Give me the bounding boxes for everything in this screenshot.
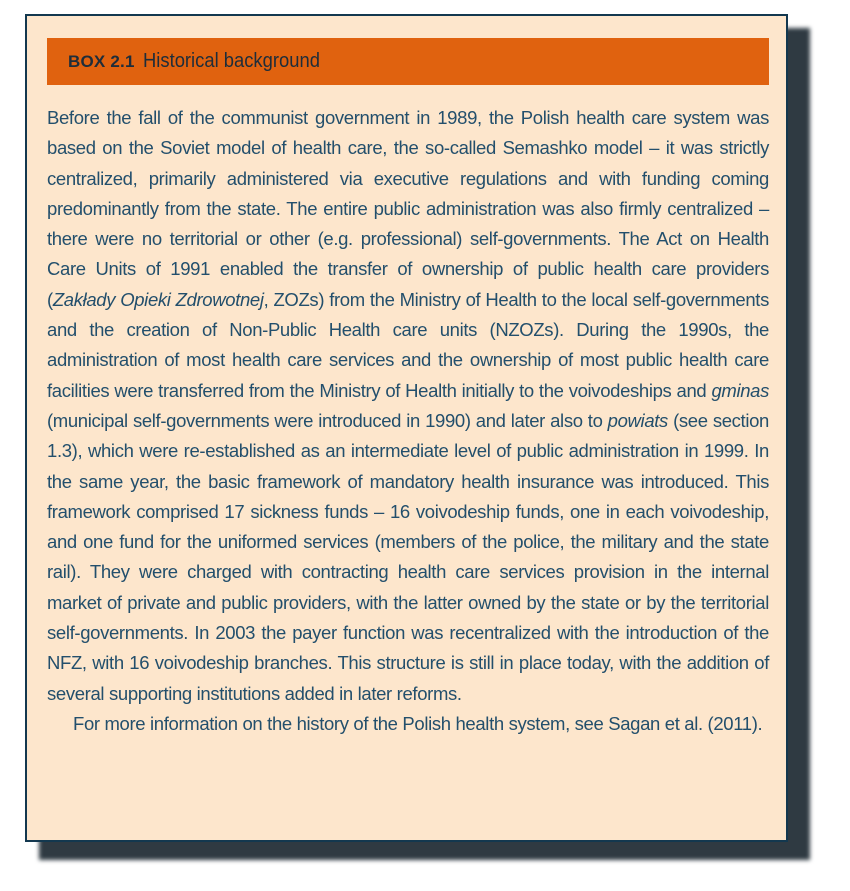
paragraph-history-part-2: , ZOZs) from the Ministry of Health to the local self-governments and the creation of Non-Public Health care units (NZOZs). During the 1990s, the administration of most health care services and the ownership of most public health care facilities were transferred from the Ministry of Health initially to the voivodeships and [47,288,769,401]
paragraph-history-part-4: (see section 1.3), which were re-established as an intermediate level of public administration in 1999. In the same year, the basic framework of mandatory health insurance was introduced. This framework comprised 17 sickness funds – 16 voivodeship funds, one in each voivodeship, and one fund for the uniformed services (members of the police, the military and the state rail). They were charged with contracting health care services provision in the internal market of private and public providers, with the latter owned by the state or by the territorial self-governments. In 2003 the payer function was recentralized with the introduction of the NFZ, with 16 voivodeship branches. This structure is still in place today, with the addition of several supporting institutions added in later reforms. [47,409,769,704]
box-header [47,38,769,85]
text-box [25,14,788,842]
paragraph-history [47,103,769,709]
italic-term-gminas: gminas [711,379,769,401]
box-title: Historical background [142,50,320,72]
italic-term-zoz: Zakłady Opieki Zdrowotnej [52,288,264,310]
paragraph-more-info: For more information on the history of the Polish health system, see Sagan et al. (2011). [73,712,763,734]
paragraph-history-part-1: Before the fall of the communist government in 1989, the Polish health care system was based on the Soviet model of health care, the so-called Semashko model – it was strictly centralized, primarily administered via executive regulations and with funding coming predominantly from the state. The entire public administration was also firmly centralized – there were no territorial or other (e.g. professional) self-governments. The Act on Health Care Units of 1991 enabled the transfer of ownership of public health care providers ( [47,107,769,310]
paragraph-history-part-3: (municipal self-governments were introduced in 1990) and later also to [47,409,608,431]
italic-term-powiats: powiats [607,409,668,431]
box-body [47,103,769,739]
box-label: BOX 2.1 [68,51,135,71]
